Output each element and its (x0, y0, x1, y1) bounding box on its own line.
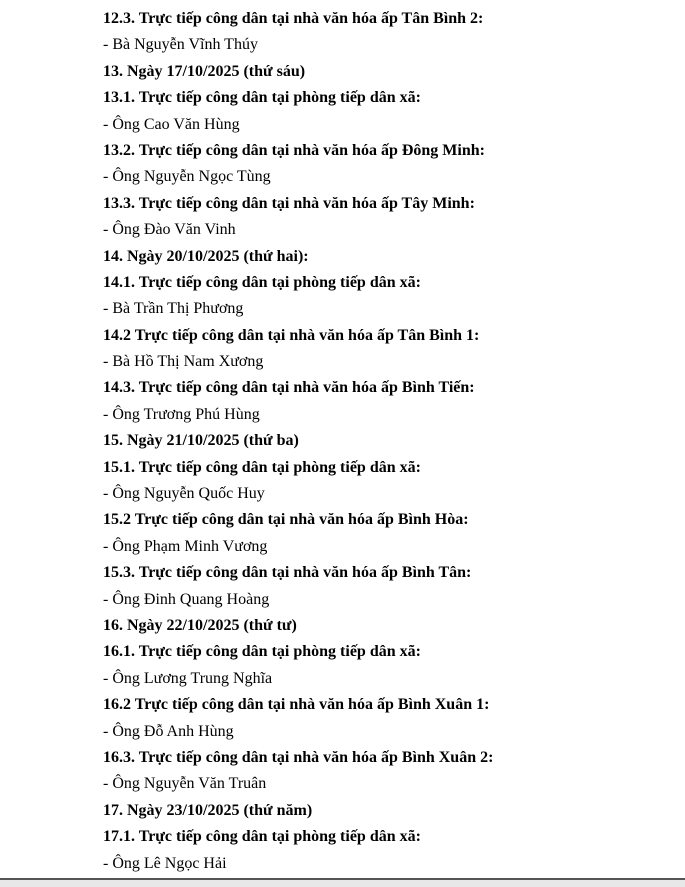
document-body (103, 6, 675, 877)
section-heading: 16.2 Trực tiếp công dân tại nhà văn hóa ấp Bình Xuân 1: (103, 696, 490, 714)
section-heading: 12.3. Trực tiếp công dân tại nhà văn hóa ấp Tân Bình 2: (103, 10, 484, 27)
assigned-person: - Ông Đỗ Anh Hùng (103, 722, 234, 740)
section-heading: 17.1. Trực tiếp công dân tại phòng tiếp dân xã: (103, 828, 421, 846)
page-bottom-margin (0, 880, 685, 887)
section-heading: 15. Ngày 21/10/2025 (thứ ba) (103, 432, 299, 450)
section-heading: 14. Ngày 20/10/2025 (thứ hai): (103, 247, 309, 265)
section-heading: 15.2 Trực tiếp công dân tại nhà văn hóa ấp Bình Hòa: (103, 511, 469, 529)
assigned-person: - Ông Phạm Minh Vương (103, 537, 268, 555)
section-heading: 15.1. Trực tiếp công dân tại phòng tiếp dân xã: (103, 458, 421, 476)
section-heading: 13.3. Trực tiếp công dân tại nhà văn hóa ấp Tây Minh: (103, 194, 475, 212)
section-heading: 16.1. Trực tiếp công dân tại phòng tiếp dân xã: (103, 643, 421, 661)
assigned-person: - Bà Trần Thị Phương (103, 300, 244, 318)
assigned-person: - Ông Nguyễn Văn Truân (103, 775, 267, 793)
section-heading: 13.2. Trực tiếp công dân tại nhà văn hóa ấp Đông Minh: (103, 141, 485, 159)
assigned-person: - Ông Lê Ngọc Hải (103, 854, 227, 872)
assigned-person: - Ông Trương Phú Hùng (103, 405, 260, 423)
assigned-person: - Bà Nguyễn Vĩnh Thúy (103, 36, 258, 54)
section-heading: 14.2 Trực tiếp công dân tại nhà văn hóa ấp Tân Bình 1: (103, 326, 480, 344)
section-heading: 13. Ngày 17/10/2025 (thứ sáu) (103, 62, 306, 80)
assigned-person: - Ông Đào Văn Vinh (103, 221, 236, 239)
section-heading: 14.1. Trực tiếp công dân tại phòng tiếp dân xã: (103, 273, 421, 291)
assigned-person: - Ông Cao Văn Hùng (103, 115, 240, 133)
section-heading: 15.3. Trực tiếp công dân tại nhà văn hóa ấp Bình Tân: (103, 564, 472, 582)
section-heading: 13.1. Trực tiếp công dân tại phòng tiếp dân xã: (103, 89, 421, 107)
assigned-person: - Ông Lương Trung Nghĩa (103, 669, 273, 687)
section-heading: 16.3. Trực tiếp công dân tại nhà văn hóa ấp Bình Xuân 2: (103, 748, 494, 766)
assigned-person: - Ông Nguyễn Quốc Huy (103, 485, 265, 503)
assigned-person: - Ông Nguyễn Ngọc Tùng (103, 168, 271, 186)
assigned-person: - Bà Hồ Thị Nam Xương (103, 353, 264, 371)
assigned-person: - Ông Đinh Quang Hoàng (103, 590, 270, 608)
section-heading: 17. Ngày 23/10/2025 (thứ năm) (103, 801, 313, 819)
section-heading: 16. Ngày 22/10/2025 (thứ tư) (103, 616, 297, 634)
section-heading: 14.3. Trực tiếp công dân tại nhà văn hóa ấp Bình Tiến: (103, 379, 475, 397)
